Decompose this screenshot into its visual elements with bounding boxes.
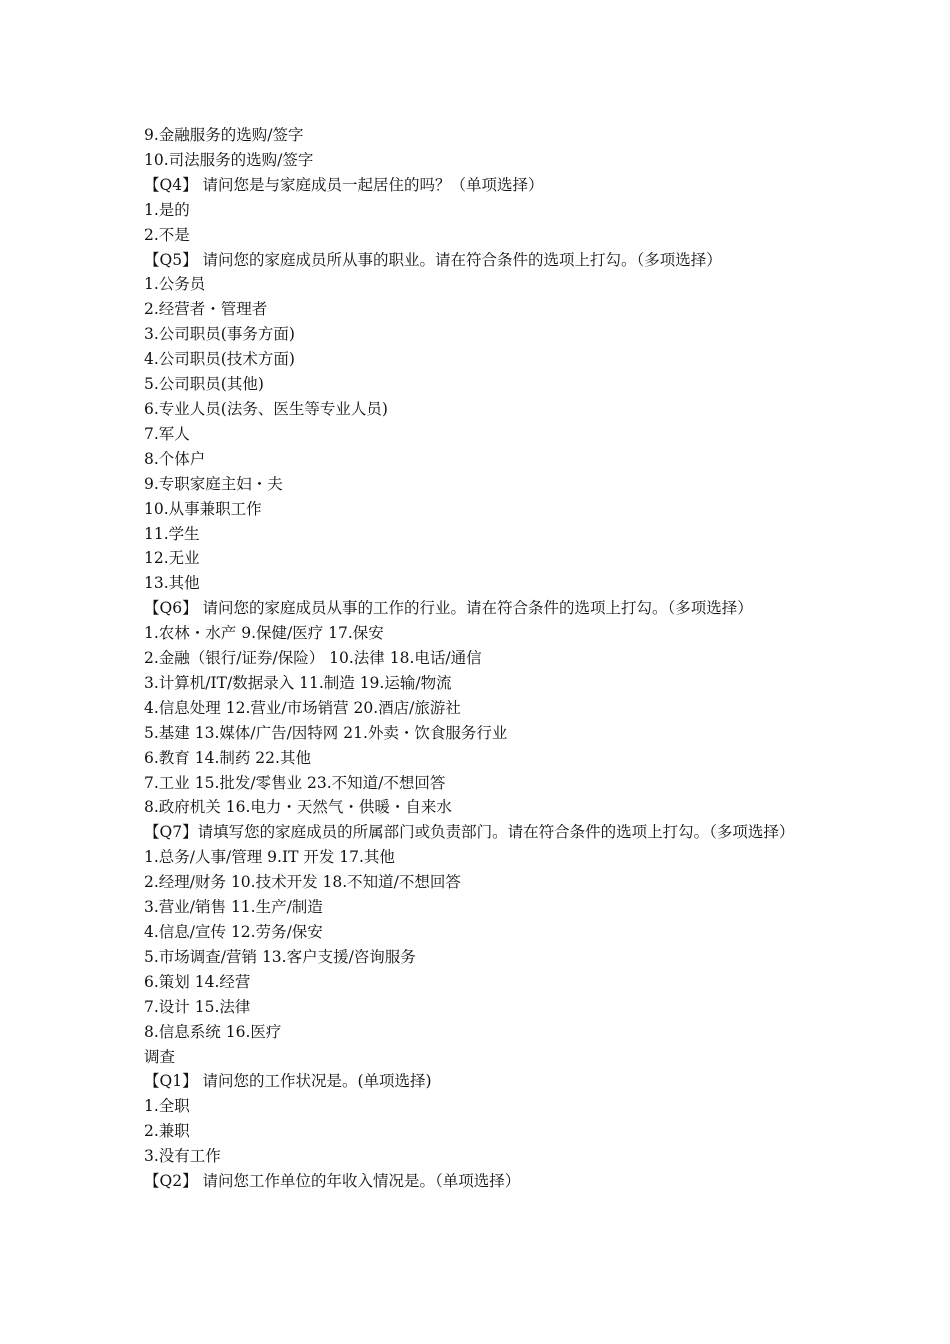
text-line: 6.策划 14.经营: [144, 972, 251, 991]
text-line: 3.没有工作: [144, 1147, 221, 1166]
text-line: 2.经营者・管理者: [144, 300, 268, 319]
text-line: 7.设计 15.法律: [144, 997, 251, 1016]
text-line: 3.计算机/IT/数据录入 11.制造 19.运输/物流: [144, 673, 452, 692]
question-heading: 【Q1】 请问您的工作状况是。(单项选择): [144, 1072, 432, 1091]
text-line: 5.公司职员(其他): [144, 375, 264, 394]
text-line: 9.金融服务的选购/签字: [144, 126, 304, 144]
question-heading: 【Q4】 请问您是与家庭成员一起居住的吗？（单项选择）: [144, 175, 544, 194]
document-body: [144, 123, 810, 1194]
text-line: 10.从事兼职工作: [144, 499, 262, 518]
text-line: 1.全职: [144, 1097, 190, 1116]
text-line: 3.营业/销售 11.生产/制造: [144, 898, 323, 917]
text-line: 13.其他: [144, 574, 200, 593]
text-line: 7.军人: [144, 424, 190, 443]
question-heading: 【Q7】请填写您的家庭成员的所属部门或负责部门。请在符合条件的选项上打勾。（多项选择）: [144, 823, 795, 842]
text-line: 1.农林・水产 9.保健/医疗 17.保安: [144, 624, 384, 643]
text-line: 1.公务员: [144, 275, 206, 294]
question-heading: 【Q6】 请问您的家庭成员从事的工作的行业。请在符合条件的选项上打勾。（多项选择）: [144, 599, 753, 618]
section-title: 调查: [144, 1047, 176, 1066]
text-line: 12.无业: [144, 549, 200, 568]
text-line: 10.司法服务的选购/签字: [144, 150, 314, 169]
text-line: 2.金融（银行/证券/保险） 10.法律 18.电话/通信: [144, 649, 482, 668]
text-line: 4.信息/宣传 12.劳务/保安: [144, 923, 323, 941]
question-heading: 【Q2】 请问您工作单位的年收入情况是。（单项选择）: [144, 1172, 521, 1191]
text-line: 8.个体户: [144, 449, 206, 468]
text-line: 2.不是: [144, 225, 190, 244]
text-line: 8.信息系统 16.医疗: [144, 1022, 282, 1041]
text-line: 6.专业人员(法务、医生等专业人员): [144, 399, 388, 418]
text-line: 8.政府机关 16.电力・天然气・供暖・自来水: [144, 798, 452, 817]
text-line: 9.专职家庭主妇・夫: [144, 474, 283, 493]
text-line: 7.工业 15.批发/零售业 23.不知道/不想回答: [144, 773, 446, 792]
text-line: 1.总务/人事/管理 9.IT 开发 17.其他: [144, 848, 395, 867]
text-line: 1.是的: [144, 200, 190, 219]
text-line: 5.市场调查/营销 13.客户支援/咨询服务: [144, 947, 416, 966]
text-line: 2.兼职: [144, 1122, 190, 1141]
text-line: 11.学生: [144, 524, 200, 543]
text-line: 5.基建 13.媒体/广告/因特网 21.外卖・饮食服务行业: [144, 723, 508, 742]
text-line: 6.教育 14.制药 22.其他: [144, 748, 311, 767]
text-line: 3.公司职员(事务方面): [144, 325, 295, 344]
text-line: 2.经理/财务 10.技术开发 18.不知道/不想回答: [144, 873, 461, 892]
text-line: 4.公司职员(技术方面): [144, 350, 295, 369]
text-line: 4.信息处理 12.营业/市场销营 20.酒店/旅游社: [144, 698, 461, 717]
question-heading: 【Q5】 请问您的家庭成员所从事的职业。请在符合条件的选项上打勾。（多项选择）: [144, 250, 722, 269]
